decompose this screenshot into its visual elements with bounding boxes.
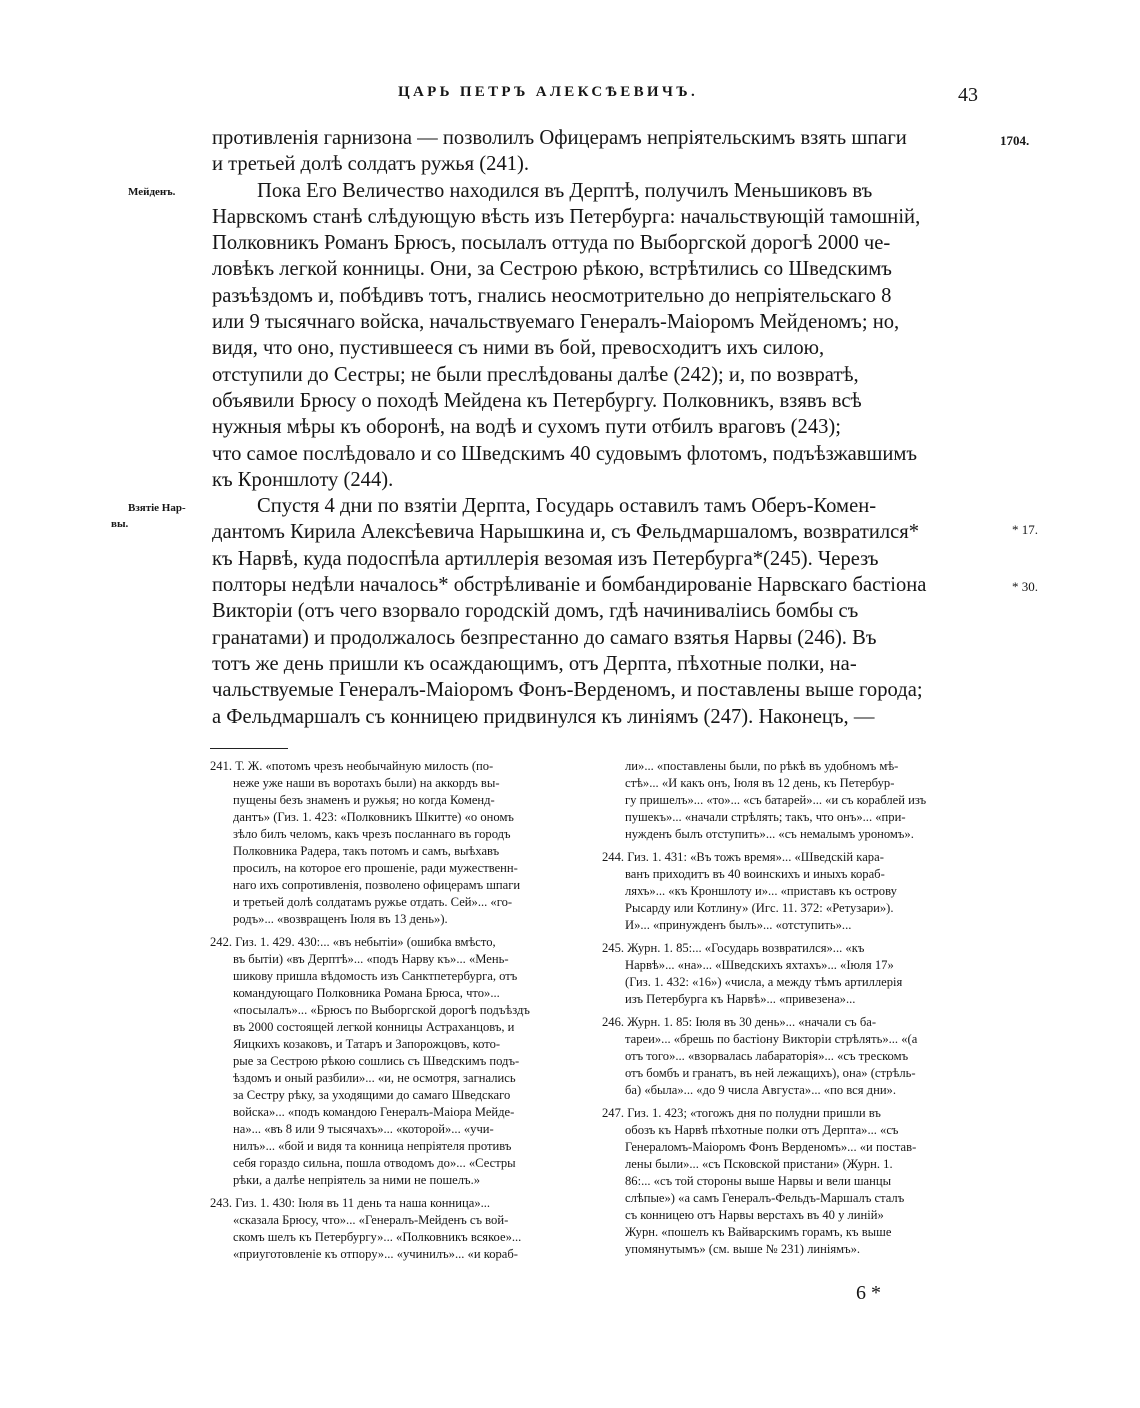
margin-note-narva-1: Взятіе Нар-: [128, 502, 186, 514]
footnote-line: пушекъ»... «начали стрѣлять; такъ, что онъ»... «при-: [625, 810, 906, 824]
footnote-line: пущены безъ знаменъ и ружья; но когда Коменд-: [233, 793, 495, 807]
footnote-line: изъ Петербурга къ Нарвѣ»... «привезена»...: [625, 992, 856, 1006]
footnote-line: 242. Гиз. 1. 429. 430:... «въ небытіи» (ошибка вмѣсто,: [210, 935, 496, 949]
footnote-line: «приуготовленіе къ отпору»... «учинилъ»... «и кораб-: [233, 1247, 518, 1261]
footnote-line: И»... «принужденъ былъ»... «отступить»...: [625, 918, 852, 932]
footnote-line: неже уже наши въ воротахъ были) на аккордъ вы-: [233, 776, 500, 790]
footnote-line: рѣки, а далѣе непріятель за ними не пошелъ.»: [233, 1173, 481, 1187]
footnote-line: Нарвѣ»... «на»... «Шведскихъ яхтахъ»... «Іюля 17»: [625, 958, 894, 972]
margin-note-narva-2: вы.: [111, 518, 129, 530]
footnote-line: за Сестру рѣку, за уходящими до самаго Шведскаго: [233, 1088, 511, 1102]
footnote-line: нилъ»... «бой и видя та конница непріятеля противъ: [233, 1139, 512, 1153]
body-line: разъѣздомъ и, побѣдивъ тотъ, гнались неосмотрительно до непріятельскаго 8: [212, 284, 892, 307]
footnote-line: Рысарду или Котлину» (Игс. 11. 372: «Ретузари»).: [625, 901, 894, 915]
body-line: противленія гарнизона — позволилъ Офицерамъ непріятельскимъ взять шпаги: [212, 127, 907, 149]
body-line: къ Кроншлоту (244).: [212, 468, 394, 491]
footnotes-right-column: [602, 758, 987, 1264]
footnote-line: отъ бомбъ и гранатъ, въ ней лежащихъ), она» (стрѣль-: [625, 1066, 916, 1080]
footnote-line: гу пришелъ»... «то»... «съ батарей»... «и съ кораблей изъ: [625, 793, 927, 807]
footnote-line: командующаго Полковника Романа Брюса, что»...: [233, 986, 500, 1000]
footnote-line: Генераломъ-Маіоромъ Фонъ Верденомъ»... «и постав-: [625, 1140, 917, 1154]
page-number: 43: [958, 84, 978, 106]
footnote-line: скомъ шелъ къ Петербургу»... «Полковникъ всякое»...: [233, 1230, 522, 1244]
footnote-line: рые за Сестрою рѣкою сошлись съ Шведскимъ подъ-: [233, 1054, 520, 1068]
footnote-247: [602, 1105, 987, 1258]
footnote-line: въ 2000 состоящей легкой конницы Астраханцовъ, и: [233, 1020, 515, 1034]
footnote-245: [602, 940, 987, 1008]
footnote-241: [210, 758, 595, 928]
footnote-line: просилъ, на которое его прошеніе, ради мужественн-: [233, 861, 518, 875]
footnote-line: обозъ къ Нарвѣ пѣхотные полки отъ Дерпта»... «съ: [625, 1123, 899, 1137]
body-line: дантомъ Кирила Алексѣевича Нарышкина и, съ Фельдмаршаломъ, возвратился*: [212, 521, 920, 544]
footnote-line: 241. Т. Ж. «потомъ чрезъ необычайную милость (по-: [210, 759, 494, 773]
footnote-243-continued: [602, 758, 987, 843]
footnote-line: въ бытіи) «въ Дерптѣ»... «подъ Нарву къ»... «Мень-: [233, 952, 509, 966]
running-header: [398, 84, 818, 110]
body-line: Викторіи (отъ чего взорвало городскій домъ, гдѣ начиниваліись бомбы съ: [212, 600, 859, 623]
footnote-line: ба) «была»... «до 9 числа Августа»... «по вся дни».: [625, 1083, 896, 1097]
footnote-divider: [210, 748, 288, 749]
footnotes-left-column: [210, 758, 595, 1269]
footnote-line: «посылалъ»... «Брюсъ по Выборгской дорогѣ подъѣздъ: [233, 1003, 530, 1017]
running-title: ЦАРЬ ПЕТРЪ АЛЕКСѢЕВИЧЪ.: [398, 84, 699, 100]
footnote-line: отъ того»... «взорвалась лабараторія»... «съ трескомъ: [625, 1049, 909, 1063]
footnote-line: ванъ приходитъ въ 40 воинскихъ и иныхъ кораб-: [625, 867, 885, 881]
footnote-line: 245. Журн. 1. 85:... «Государь возвратился»... «къ: [602, 941, 865, 955]
footnote-line: зѣло билъ челомъ, какъ чрезъ посланнаго въ городъ: [233, 827, 511, 841]
body-line: нужныя мѣры къ оборонѣ, на водѣ и сухомъ пути отбилъ враговъ (243);: [212, 416, 842, 439]
body-line: что самое послѣдовало и со Шведскимъ 40 судовымъ флотомъ, подъѣзжавшимъ: [212, 442, 918, 465]
body-line: Нарвскомъ станѣ слѣдующую вѣсть изъ Петербурга: начальствующій тамошній,: [212, 205, 921, 228]
footnote-line: упомянутымъ» (см. выше № 231) линіямъ».: [625, 1242, 861, 1256]
footnote-line: Журн. «пошелъ къ Вайварскимъ горамъ, къ выше: [625, 1225, 892, 1239]
footnote-line: лены были»... «съ Псковской пристани» (Журн. 1.: [625, 1157, 893, 1171]
footnote-line: и третьей долѣ солдатамъ ружье отдать. Сей»... «го-: [233, 895, 513, 909]
footnote-line: тареи»... «брешь по бастіону Викторіи стрѣлять»... «(а: [625, 1032, 918, 1046]
footnote-line: стѣ»... «И какъ онъ, Іюля въ 12 день, къ Петербур-: [625, 776, 895, 790]
body-line: видя, что оно, пустившееся съ ними въ бой, превосходитъ ихъ силою,: [212, 337, 825, 360]
footnote-line: 86:... «съ той стороны выше Нарвы и вели шанцы: [625, 1174, 892, 1188]
footnote-line: ляхъ»... «къ Кроншлоту и»... «приставъ къ острову: [625, 884, 897, 898]
body-line: полторы недѣли началось* обстрѣливаніе и бомбандированіе Нарвскаго бастіона: [212, 574, 927, 597]
footnote-line: съ конницею отъ Нарвы верстахъ въ 40 у линій»: [625, 1208, 884, 1222]
footnote-line: 244. Гиз. 1. 431: «Въ тожъ время»... «Шведскій кара-: [602, 850, 884, 864]
body-line: тотъ же день пришли къ осаждающимъ, отъ Дерпта, пѣхотные полки, на-: [212, 652, 857, 675]
footnote-line: нужденъ былъ отступить»... «съ немалымъ урономъ».: [625, 827, 914, 841]
footnote-line: (Гиз. 1. 432: «16») «числа, а между тѣмъ артиллерія: [625, 975, 903, 989]
footnote-line: на»... «въ 8 или 9 тысячахъ»... «которой»... «учи-: [233, 1122, 494, 1136]
body-line: отступили до Сестры; не были преслѣдованы далѣе (242); и, по возвратѣ,: [212, 363, 859, 386]
footnote-244: [602, 849, 987, 934]
footnote-242: [210, 934, 595, 1189]
main-text: [212, 125, 988, 730]
footnote-line: шикову пришла вѣдомость изъ Санктпетербурга, отъ: [233, 969, 518, 983]
footnote-line: 243. Гиз. 1. 430: Іюля въ 11 день та наша конница»...: [210, 1196, 491, 1210]
body-line: Спустя 4 дни по взятіи Дерпта, Государь оставилъ тамъ Оберъ-Комен-: [257, 495, 877, 518]
footnote-243: [210, 1195, 595, 1263]
footnote-line: войска»... «подъ командою Генералъ-Маіора Мейде-: [233, 1105, 515, 1119]
footnote-line: 246. Журн. 1. 85: Іюля въ 30 день»... «начали съ ба-: [602, 1015, 877, 1029]
body-line: чальствуемые Генералъ-Маіоромъ Фонъ-Верденомъ, и поставлены выше города;: [212, 679, 923, 702]
footnote-line: «сказала Брюсу, что»... «Генералъ-Мейденъ съ вой-: [233, 1213, 509, 1227]
footnote-line: Яицкихъ козаковъ, и Татаръ и Запорожцовъ, кото-: [233, 1037, 501, 1051]
margin-date-30: * 30.: [1012, 579, 1038, 594]
footnote-line: родъ»... «возвращенъ Іюля въ 13 день»).: [233, 912, 448, 926]
body-line: Пока Его Величество находился въ Дерптѣ, получилъ Меньшиковъ въ: [257, 179, 873, 202]
margin-note-meiden: Мейденъ.: [128, 186, 176, 198]
footnote-line: ли»... «поставлены были, по рѣкѣ въ удобномъ мѣ-: [625, 759, 899, 773]
margin-date-17: * 17.: [1012, 522, 1038, 537]
body-line: ловѣкъ легкой конницы. Они, за Сестрою рѣкою, встрѣтились со Шведскимъ: [212, 258, 892, 281]
footnote-line: ѣздомъ и оный разбили»... «и, не осмотря, загнались: [233, 1071, 516, 1085]
footnote-line: наго ихъ сопротивленія, позволено офицерамъ шпаги: [233, 878, 521, 892]
margin-year: 1704.: [1000, 133, 1030, 148]
footnote-line: себя гораздо сильна, пошла отводомъ до»... «Сестры: [233, 1156, 516, 1170]
body-line: къ Нарвѣ, куда подоспѣла артиллерія везомая изъ Петербурга*(245). Черезъ: [212, 547, 879, 570]
footnote-line: 247. Гиз. 1. 423; «тогожъ дня по полудни пришли въ: [602, 1106, 881, 1120]
footnote-line: дантъ» (Гиз. 1. 423: «Полковникъ Шкитте) «о ономъ: [233, 810, 514, 824]
footnote-line: Полковника Радера, такъ потомъ и самъ, выѣхавъ: [233, 844, 500, 858]
signature-mark: 6 *: [856, 1282, 881, 1304]
body-line: объявили Брюсу о походѣ Мейдена къ Петербургу. Полковникъ, взявъ всѣ: [212, 389, 862, 412]
body-line: или 9 тысячнаго войска, начальствуемаго Генералъ-Маіоромъ Мейденомъ; но,: [212, 311, 900, 334]
body-line: гранатами) и продолжалось безпрестанно до самаго взятья Нарвы (246). Въ: [212, 626, 877, 649]
body-line: Полковникъ Романъ Брюсъ, посылалъ оттуда по Выборгской дорогѣ 2000 че-: [212, 232, 891, 255]
body-line: а Фельдмаршалъ съ конницею придвинулся къ линіямъ (247). Наконецъ, —: [212, 705, 875, 728]
footnote-246: [602, 1014, 987, 1099]
body-line: и третьей долѣ солдатъ ружья (241).: [212, 153, 530, 176]
footnote-line: слѣпые») «а самъ Генералъ-Фельдъ-Маршалъ сталъ: [625, 1191, 905, 1205]
